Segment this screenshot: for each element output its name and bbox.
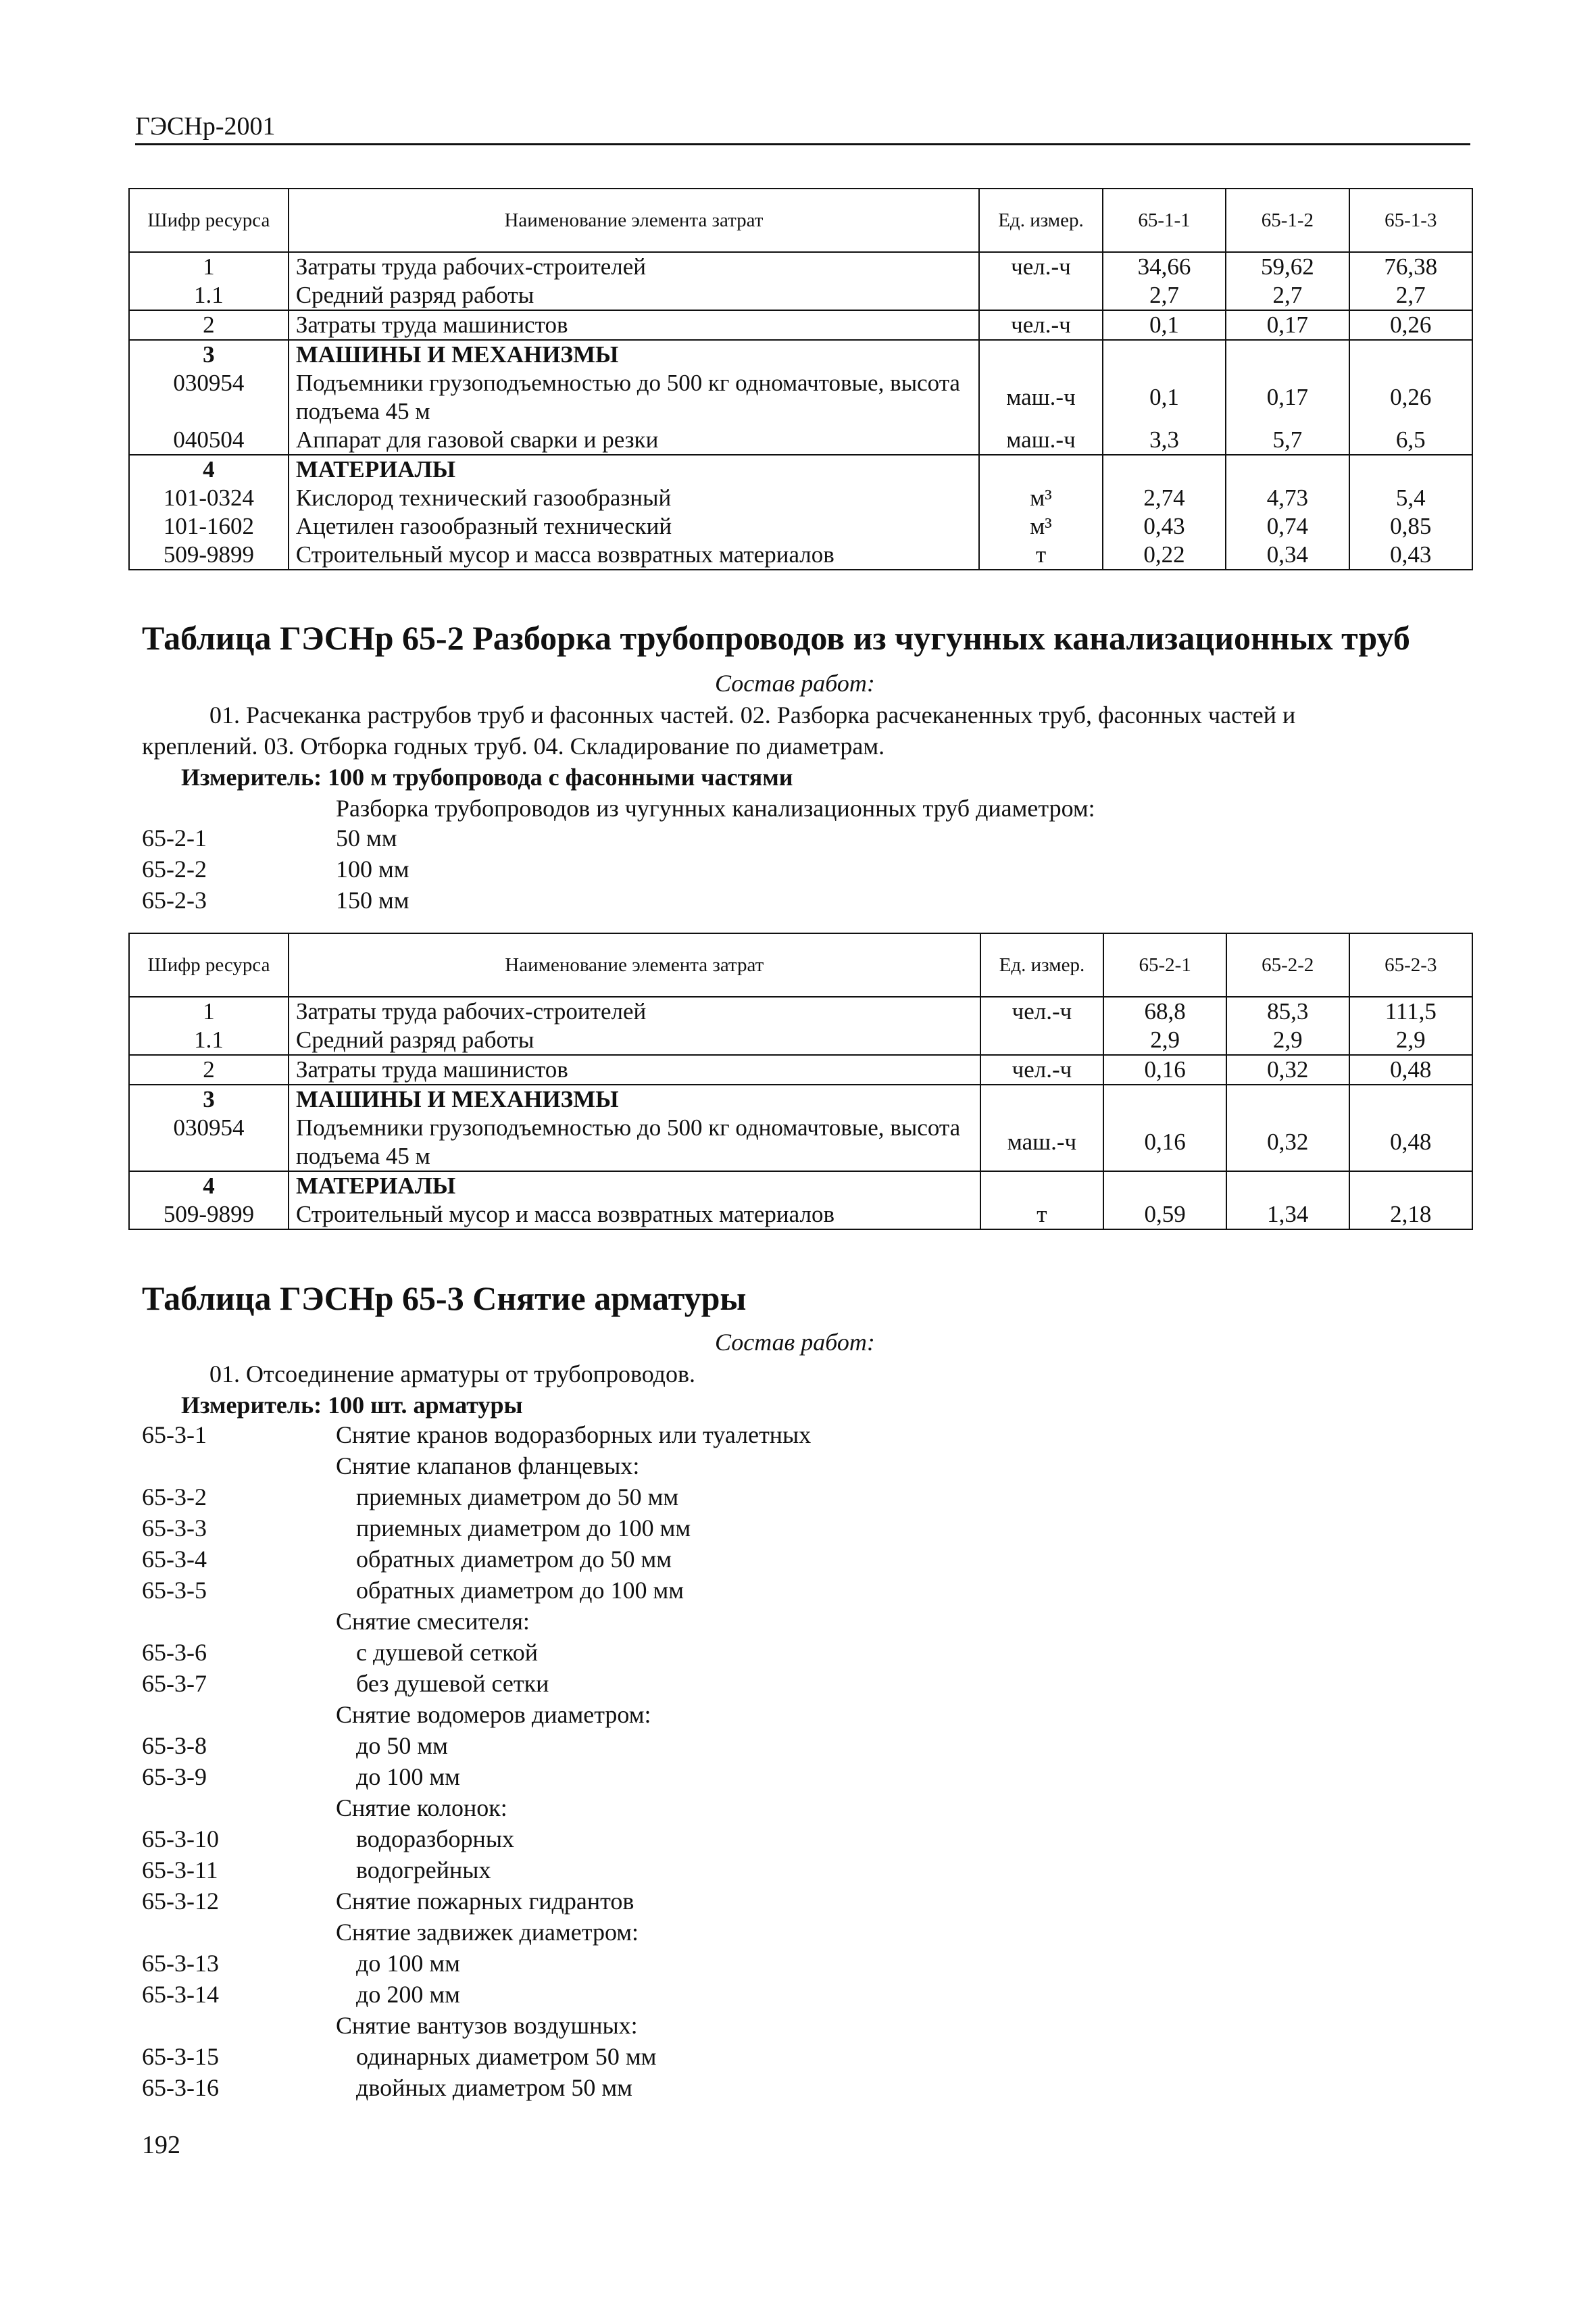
norm-value (1357, 1172, 1465, 1200)
norm-value: 6,5 (1395, 426, 1426, 453)
norm-value: 2,7 (1149, 282, 1179, 308)
norm-value: 34,66 (1137, 253, 1191, 280)
norm-value: 0,32 (1267, 1056, 1309, 1083)
work-item-text: двойных диаметром 50 мм (356, 2074, 632, 2101)
work-item-code: 65-3-15 (142, 2043, 219, 2070)
resource-code: 030954 (173, 1114, 245, 1141)
unit-of-measure (988, 1172, 1097, 1200)
norm-value: 0,22 (1143, 541, 1185, 568)
work-item-code: 65-3-3 (142, 1515, 207, 1542)
work-item-text: 150 мм (336, 887, 409, 914)
norm-value: 0,85 (1390, 513, 1432, 539)
unit-of-measure: чел.-ч (1012, 1056, 1072, 1083)
resource-code: 1.1 (194, 1027, 224, 1053)
unit-of-measure: м³ (1030, 513, 1052, 539)
cost-element-name: Подъемники грузоподъемностью до 500 кг одномачтовые, высота подъема 45 м (295, 370, 960, 424)
unit-of-measure (988, 1085, 1097, 1114)
resource-code: 040504 (173, 426, 245, 453)
work-group-heading: Снятие задвижек диаметром: (336, 1919, 639, 1946)
work-item-code: 65-3-16 (142, 2074, 219, 2101)
work-item-code: 65-3-2 (142, 1483, 207, 1510)
cost-element-name: МАТЕРИАЛЫ (296, 1173, 456, 1199)
list-subtitle: Разборка трубопроводов из чугунных канализационных труб диаметром: (336, 795, 1095, 822)
section-title-65-3: Таблица ГЭСНр 65-3 Снятие арматуры (142, 1279, 747, 1317)
header-unit: Ед. измер. (979, 189, 1103, 252)
work-item-code: 65-3-12 (142, 1888, 219, 1915)
work-item-code: 65-2-2 (142, 856, 207, 883)
table-row-group (129, 455, 1472, 570)
norm-value (1110, 456, 1218, 484)
work-item-code: 65-2-3 (142, 887, 207, 914)
header-unit: Ед. измер. (980, 933, 1104, 997)
norm-value: 0,32 (1267, 1129, 1309, 1155)
work-item-text: 100 мм (336, 856, 409, 883)
norm-value: 5,4 (1395, 485, 1426, 511)
unit-of-measure (987, 341, 1095, 369)
page-number: 192 (142, 2131, 180, 2159)
norm-value: 111,5 (1385, 998, 1437, 1025)
work-item-code: 65-3-5 (142, 1577, 207, 1604)
header-norm-code: 65-2-2 (1226, 933, 1349, 997)
work-item-code: 65-3-1 (142, 1421, 207, 1448)
work-group-heading: Снятие вантузов воздушных: (336, 2012, 638, 2039)
cost-element-name: МАТЕРИАЛЫ (295, 456, 456, 483)
unit-of-measure: маш.-ч (1007, 1129, 1077, 1155)
norm-value: 1,34 (1267, 1201, 1309, 1227)
norm-value (1357, 1085, 1465, 1114)
norm-value: 0,34 (1266, 541, 1309, 568)
work-item-text: водоразборных (356, 1825, 514, 1852)
work-item-code: 65-3-4 (142, 1546, 207, 1573)
resource-code: 2 (203, 1056, 215, 1083)
norm-value: 68,8 (1144, 998, 1186, 1025)
work-item-text: до 100 мм (356, 1950, 460, 1977)
unit-of-measure: т (1035, 541, 1047, 568)
table-row-group (129, 1171, 1472, 1229)
unit-of-measure: чел.-ч (1011, 253, 1071, 280)
composition-text-line1: 01. Расчеканка раструбов труб и фасонных частей. 02. Разборка расчеканенных труб, фасонных частей и (209, 701, 1296, 729)
header-norm-code: 65-2-3 (1349, 933, 1472, 997)
unit-of-measure: маш.-ч (1006, 384, 1076, 410)
composition-label: Состав работ: (715, 1329, 875, 1356)
work-item-text: до 50 мм (356, 1732, 448, 1759)
table-row-group (129, 997, 1472, 1055)
work-item-text: приемных диаметром до 100 мм (356, 1515, 691, 1542)
work-item-code: 65-3-6 (142, 1639, 207, 1666)
work-group-heading: Снятие смесителя: (336, 1608, 530, 1635)
norm-value: 0,16 (1144, 1129, 1186, 1155)
cost-element-name: МАШИНЫ И МЕХАНИЗМЫ (295, 341, 619, 368)
norm-value: 0,1 (1149, 384, 1179, 410)
norm-value: 2,7 (1272, 282, 1303, 308)
header-name: Наименование элемента затрат (289, 189, 979, 252)
cost-element-name: Затраты труда машинистов (296, 1056, 568, 1083)
cost-element-name: Затраты труда машинистов (295, 312, 568, 338)
resource-code: 101-0324 (163, 485, 254, 511)
header-code: Шифр ресурса (129, 933, 289, 997)
norm-value: 2,7 (1395, 282, 1426, 308)
norm-value: 5,7 (1272, 426, 1303, 453)
composition-text-line2: креплений. 03. Отборка годных труб. 04. Складирование по диаметрам. (142, 733, 885, 760)
work-group-heading: Снятие колонок: (336, 1794, 507, 1821)
cost-element-name: Аппарат для газовой сварки и резки (295, 426, 659, 453)
norm-table-65-1 (128, 188, 1473, 570)
norm-value: 2,18 (1390, 1201, 1432, 1227)
norm-value (1357, 341, 1465, 369)
work-item-text: Снятие кранов водоразборных или туалетных (336, 1421, 812, 1448)
work-item-code: 65-2-1 (142, 824, 207, 852)
work-item-text: обратных диаметром до 50 мм (356, 1546, 672, 1573)
resource-code: 3 (203, 341, 215, 368)
cost-element-name: МАШИНЫ И МЕХАНИЗМЫ (296, 1086, 619, 1112)
unit-of-measure: м³ (1030, 485, 1052, 511)
composition-label: Состав работ: (715, 670, 875, 697)
norm-value: 0,26 (1390, 312, 1432, 338)
unit-of-measure (987, 456, 1095, 484)
table-row-group (129, 310, 1472, 340)
norm-value: 59,62 (1261, 253, 1314, 280)
norm-value: 0,17 (1266, 384, 1309, 410)
work-item-text: одинарных диаметром 50 мм (356, 2043, 657, 2070)
norm-value: 0,43 (1143, 513, 1185, 539)
norm-value: 0,17 (1266, 312, 1309, 338)
resource-code: 4 (203, 1173, 215, 1199)
work-item-text: обратных диаметром до 100 мм (356, 1577, 684, 1604)
meter-line: Измеритель: 100 шт. арматуры (181, 1392, 523, 1419)
norm-value: 0,48 (1390, 1056, 1432, 1083)
work-item-text: до 100 мм (356, 1763, 460, 1790)
unit-of-measure (988, 1026, 1097, 1054)
table-row-group (129, 340, 1472, 455)
cost-element-name: Кислород технический газообразный (295, 485, 672, 511)
cost-element-name: Строительный мусор и масса возвратных материалов (296, 1201, 834, 1227)
norm-value (1357, 456, 1465, 484)
resource-code: 1 (203, 998, 215, 1025)
resource-code: 030954 (173, 370, 245, 396)
cost-element-name: Строительный мусор и масса возвратных материалов (295, 541, 834, 568)
header-code: Шифр ресурса (129, 189, 289, 252)
header-norm-code: 65-1-2 (1226, 189, 1349, 252)
resource-code: 3 (203, 1086, 215, 1112)
work-item-code: 65-3-11 (142, 1856, 218, 1884)
table-row-group (129, 1055, 1472, 1085)
meter-line: Измеритель: 100 м трубопровода с фасонными частями (181, 764, 793, 791)
resource-code: 509-9899 (163, 1201, 255, 1227)
work-item-code: 65-3-8 (142, 1732, 207, 1759)
norm-value: 4,73 (1266, 485, 1309, 511)
work-item-code: 65-3-14 (142, 1981, 219, 2008)
work-item-text: водогрейных (356, 1856, 491, 1884)
table-header-row (129, 189, 1472, 252)
norm-value: 0,59 (1144, 1201, 1186, 1227)
norm-value: 3,3 (1149, 426, 1179, 453)
norm-value (1233, 341, 1341, 369)
work-item-code: 65-3-9 (142, 1763, 207, 1790)
cost-element-name: Ацетилен газообразный технический (295, 513, 672, 539)
norm-value: 0,1 (1149, 312, 1179, 338)
norm-value: 0,48 (1390, 1129, 1432, 1155)
table-row-group (129, 1085, 1472, 1171)
work-group-heading: Снятие клапанов фланцевых: (336, 1452, 640, 1479)
cost-element-name: Затраты труда рабочих-строителей (295, 253, 647, 280)
work-item-code: 65-3-10 (142, 1825, 219, 1852)
unit-of-measure (987, 281, 1095, 310)
resource-code: 1 (203, 253, 215, 280)
cost-element-name: Затраты труда рабочих-строителей (296, 998, 647, 1025)
unit-of-measure: чел.-ч (1011, 312, 1071, 338)
resource-code: 101-1602 (163, 513, 254, 539)
table-header-row (129, 933, 1472, 997)
norm-value: 0,74 (1266, 513, 1309, 539)
norm-value: 2,74 (1143, 485, 1185, 511)
cost-element-name: Средний разряд работы (295, 282, 534, 308)
norm-value: 76,38 (1384, 253, 1438, 280)
work-item-text: приемных диаметром до 50 мм (356, 1483, 679, 1510)
norm-value (1110, 341, 1218, 369)
work-item-text: без душевой сетки (356, 1670, 549, 1697)
work-item-text: с душевой сеткой (356, 1639, 539, 1666)
unit-of-measure: маш.-ч (1006, 426, 1076, 453)
norm-value (1111, 1172, 1219, 1200)
norm-value: 85,3 (1267, 998, 1309, 1025)
resource-code: 509-9899 (163, 541, 254, 568)
norm-value (1111, 1085, 1219, 1114)
norm-value: 0,16 (1144, 1056, 1186, 1083)
work-item-code: 65-3-7 (142, 1670, 207, 1697)
unit-of-measure: т (1037, 1201, 1047, 1227)
work-item-code: 65-3-13 (142, 1950, 219, 1977)
table-row-group (129, 252, 1472, 310)
cost-element-name: Средний разряд работы (296, 1027, 534, 1053)
unit-of-measure: чел.-ч (1012, 998, 1072, 1025)
work-group-heading: Снятие водомеров диаметром: (336, 1701, 651, 1728)
norm-value (1234, 1085, 1342, 1114)
cost-element-name: Подъемники грузоподъемностью до 500 кг одномачтовые, высота подъема 45 м (296, 1114, 961, 1169)
norm-value (1234, 1172, 1342, 1200)
norm-value: 0,26 (1390, 384, 1432, 410)
header-name: Наименование элемента затрат (289, 933, 980, 997)
header-norm-code: 65-2-1 (1103, 933, 1226, 997)
norm-value: 2,9 (1395, 1027, 1426, 1053)
norm-table-65-2 (128, 933, 1473, 1230)
work-item-text: до 200 мм (356, 1981, 460, 2008)
running-header: ГЭСНр-2001 (135, 112, 276, 141)
work-item-text: 50 мм (336, 824, 397, 852)
section-title-65-2: Таблица ГЭСНр 65-2 Разборка трубопроводов из чугунных канализационных труб (142, 619, 1410, 657)
resource-code: 4 (203, 456, 215, 483)
norm-value: 2,9 (1272, 1027, 1303, 1053)
norm-value: 2,9 (1150, 1027, 1180, 1053)
header-norm-code: 65-1-1 (1103, 189, 1226, 252)
norm-value: 0,43 (1390, 541, 1432, 568)
norm-value (1233, 456, 1341, 484)
header-rule (135, 143, 1470, 145)
resource-code: 1.1 (194, 282, 224, 308)
work-item-text: Снятие пожарных гидрантов (336, 1888, 634, 1915)
composition-text-line1: 01. Отсоединение арматуры от трубопроводов. (209, 1360, 695, 1387)
header-norm-code: 65-1-3 (1349, 189, 1472, 252)
resource-code: 2 (203, 312, 215, 338)
